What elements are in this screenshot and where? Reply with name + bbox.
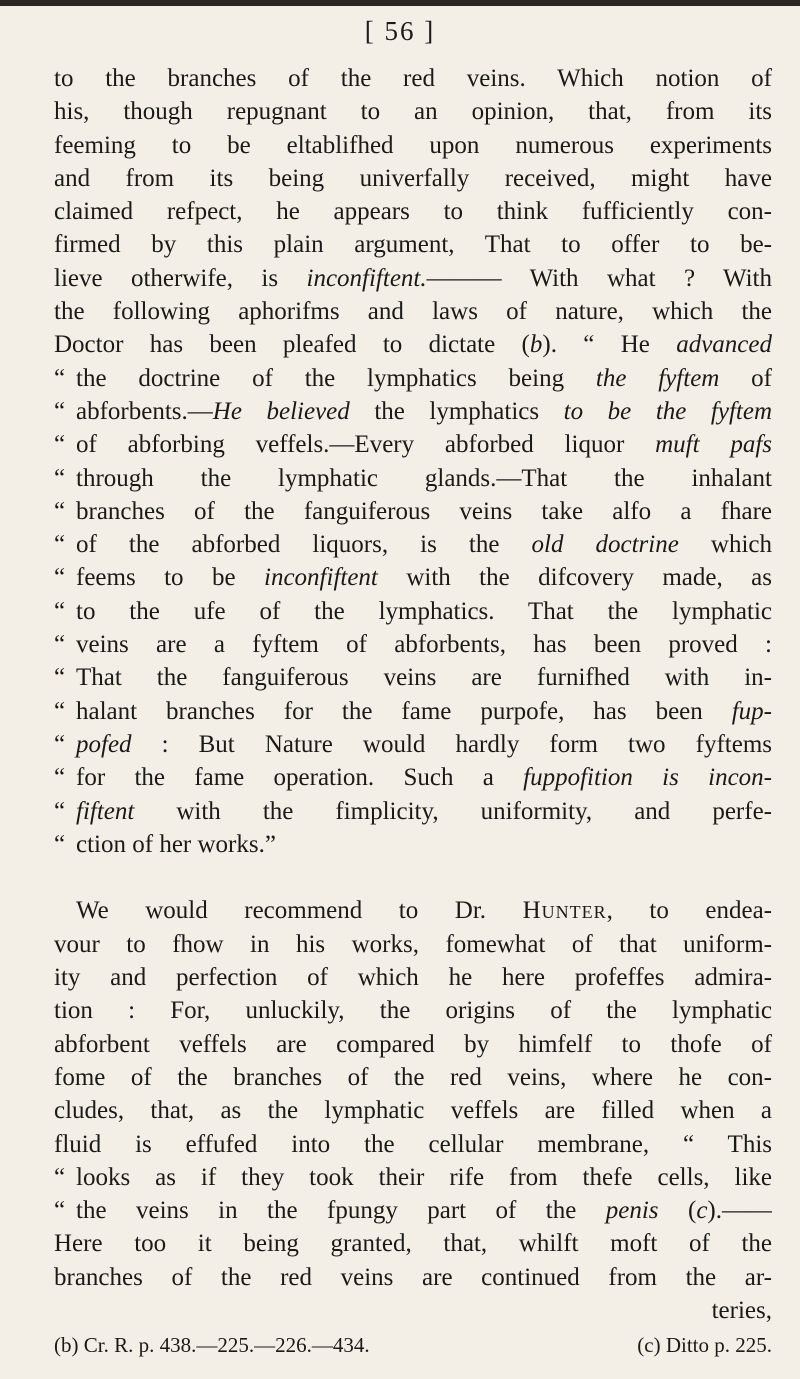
text-line [54, 728, 772, 761]
text-line [54, 228, 772, 261]
text-segment: which [678, 531, 772, 559]
body-text [54, 62, 772, 1327]
text-line [54, 495, 772, 528]
text-segment: of the abforbed liquors, is the [76, 531, 532, 559]
text-segment: feems to be [76, 564, 265, 592]
text-line [54, 1028, 772, 1061]
text-segment: abforbent veffels are compared by himfelf to thofe of [54, 1030, 772, 1058]
italic-text: to be the fyftem [563, 397, 772, 425]
text-line [54, 62, 772, 95]
footnote-c: (c) Ditto p. 225. [637, 1333, 772, 1357]
text-segment: claimed refpect, he appears to think fufficiently con- [54, 198, 772, 226]
text-line [54, 428, 772, 461]
text-segment: firmed by this plain argument, That to offer to be- [54, 231, 772, 259]
italic-text: pofed [76, 730, 132, 758]
text-segment: ction of her works.” [76, 830, 276, 858]
italic-text: fup- [731, 697, 772, 725]
italic-text: the fyftem [595, 364, 720, 392]
text-line [54, 1294, 772, 1327]
text-segment: branches of the red veins are continued from the ar- [54, 1263, 772, 1291]
text-line [54, 395, 772, 428]
text-segment: We would recommend to Dr. [76, 897, 523, 925]
text-line [54, 129, 772, 162]
text-segment: for the fame operation. Such a [76, 764, 524, 792]
text-line [54, 195, 772, 228]
text-line [54, 1061, 772, 1094]
italic-text: old doctrine [531, 531, 679, 559]
text-line [54, 595, 772, 628]
text-segment: the veins in the fpungy part of the [76, 1197, 606, 1225]
text-segment: abforbents.— [76, 397, 213, 425]
quote-mark: “ [54, 464, 66, 492]
quote-mark: “ [54, 497, 66, 525]
text-line [54, 961, 772, 994]
text-segment: looks as if they took their rife from thefe cells, like [76, 1163, 772, 1191]
italic-text: penis [605, 1197, 659, 1225]
text-segment: Here too it being granted, that, whilft moft of the [54, 1230, 772, 1258]
quote-mark: “ [54, 697, 66, 725]
quote-mark: “ [54, 531, 66, 559]
text-segment: fome of the branches of the red veins, where he con- [54, 1063, 772, 1091]
quote-mark: “ [54, 597, 66, 625]
italic-text: He believed [212, 397, 350, 425]
page-number: [ 56 ] [364, 16, 436, 46]
quote-mark: “ [54, 631, 66, 659]
text-segment: his, though repugnant to an opinion, that, from its [54, 98, 772, 126]
text-line [54, 795, 772, 828]
text-segment: ——— With what ? With [426, 264, 772, 292]
footnote-b: (b) Cr. R. p. 438.—225.—226.—434. [54, 1333, 370, 1357]
text-line [54, 462, 772, 495]
quote-mark: “ [54, 564, 66, 592]
text-segment: tion : For, unluckily, the origins of the lymphatic [54, 997, 772, 1025]
italic-text: b [529, 331, 543, 359]
italic-text: fiftent [76, 797, 135, 825]
quote-mark: “ [54, 664, 66, 692]
text-segment: lieve otherwife, is [54, 264, 307, 292]
text-segment: vour to fhow in his works, fomewhat of that uniform- [54, 930, 772, 958]
small-caps-text: Hunter [522, 897, 607, 925]
text-segment: of [719, 364, 772, 392]
text-line [54, 362, 772, 395]
italic-text: inconfiftent. [306, 264, 427, 292]
text-segment: with the difcovery made, as [377, 564, 772, 592]
text-segment: feeming to be eltablifhed upon numerous experiments [54, 131, 772, 159]
text-segment: teries, [711, 1296, 772, 1324]
text-line [54, 561, 772, 594]
italic-text: inconfiftent [264, 564, 378, 592]
quote-mark: “ [54, 397, 66, 425]
text-segment: ). “ He [542, 331, 677, 359]
text-line [54, 162, 772, 195]
italic-text: muft pafs [655, 431, 772, 459]
footnotes [54, 1333, 772, 1358]
text-segment: to the ufe of the lymphatics. That the lymphatic [76, 597, 772, 625]
text-segment: halant branches for the fame purpofe, has been [76, 697, 732, 725]
quote-mark: “ [54, 830, 66, 858]
text-line [54, 994, 772, 1027]
text-line [54, 95, 772, 128]
text-line [54, 695, 772, 728]
page-top-edge [0, 0, 800, 6]
text-segment: Doctor has been pleafed to dictate ( [54, 331, 530, 359]
text-segment: with the fimplicity, uniformity, and perfe- [134, 797, 772, 825]
text-line [54, 1161, 772, 1194]
text-line [54, 262, 772, 295]
text-segment: the doctrine of the lymphatics being [76, 364, 596, 392]
quote-mark: “ [54, 797, 66, 825]
text-line [54, 295, 772, 328]
quote-mark: “ [54, 764, 66, 792]
text-segment: to the branches of the red veins. Which notion of [54, 65, 772, 92]
text-segment: and from its being univerfally received, might have [54, 164, 772, 192]
text-segment: ( [658, 1197, 697, 1225]
text-line [54, 661, 772, 694]
italic-text: advanced [676, 331, 772, 359]
quote-mark: “ [54, 364, 66, 392]
text-line [54, 761, 772, 794]
quote-mark: “ [54, 431, 66, 459]
text-segment: That the fanguiferous veins are furnifhed with in- [76, 664, 772, 692]
text-line [54, 894, 772, 927]
text-segment: ).—— [707, 1197, 772, 1225]
text-line [54, 1261, 772, 1294]
text-line [54, 628, 772, 661]
paragraph-break [54, 861, 772, 894]
text-segment: of abforbing veffels.—Every abforbed liquor [76, 431, 656, 459]
text-segment: the following aphorifms and laws of nature, which the [54, 298, 772, 326]
quote-mark: “ [54, 1163, 66, 1191]
text-segment: veins are a fyftem of abforbents, has been proved : [76, 631, 772, 659]
quote-mark: “ [54, 1197, 66, 1225]
text-segment: ity and perfection of which he here profeffes admira- [54, 964, 772, 992]
quote-mark: “ [54, 730, 66, 758]
text-line [54, 828, 772, 861]
text-segment: branches of the fanguiferous veins take alfo a fhare [76, 497, 772, 525]
text-segment: fluid is effufed into the cellular membrane, “ This [54, 1130, 772, 1158]
text-segment: : But Nature would hardly form two fyftems [131, 730, 772, 758]
text-segment: through the lymphatic glands.—That the inhalant [76, 464, 772, 492]
text-line [54, 1227, 772, 1260]
text-line [54, 1094, 772, 1127]
text-line [54, 1128, 772, 1161]
text-line [54, 328, 772, 361]
text-segment: , to endea- [606, 897, 772, 925]
italic-text: fuppofition is incon- [523, 764, 772, 792]
text-segment: the lymphatics [349, 397, 564, 425]
text-segment: cludes, that, as the lymphatic veffels are filled when a [54, 1097, 772, 1125]
italic-text: c [696, 1197, 708, 1225]
text-line [54, 928, 772, 961]
text-line [54, 1194, 772, 1227]
text-line [54, 528, 772, 561]
